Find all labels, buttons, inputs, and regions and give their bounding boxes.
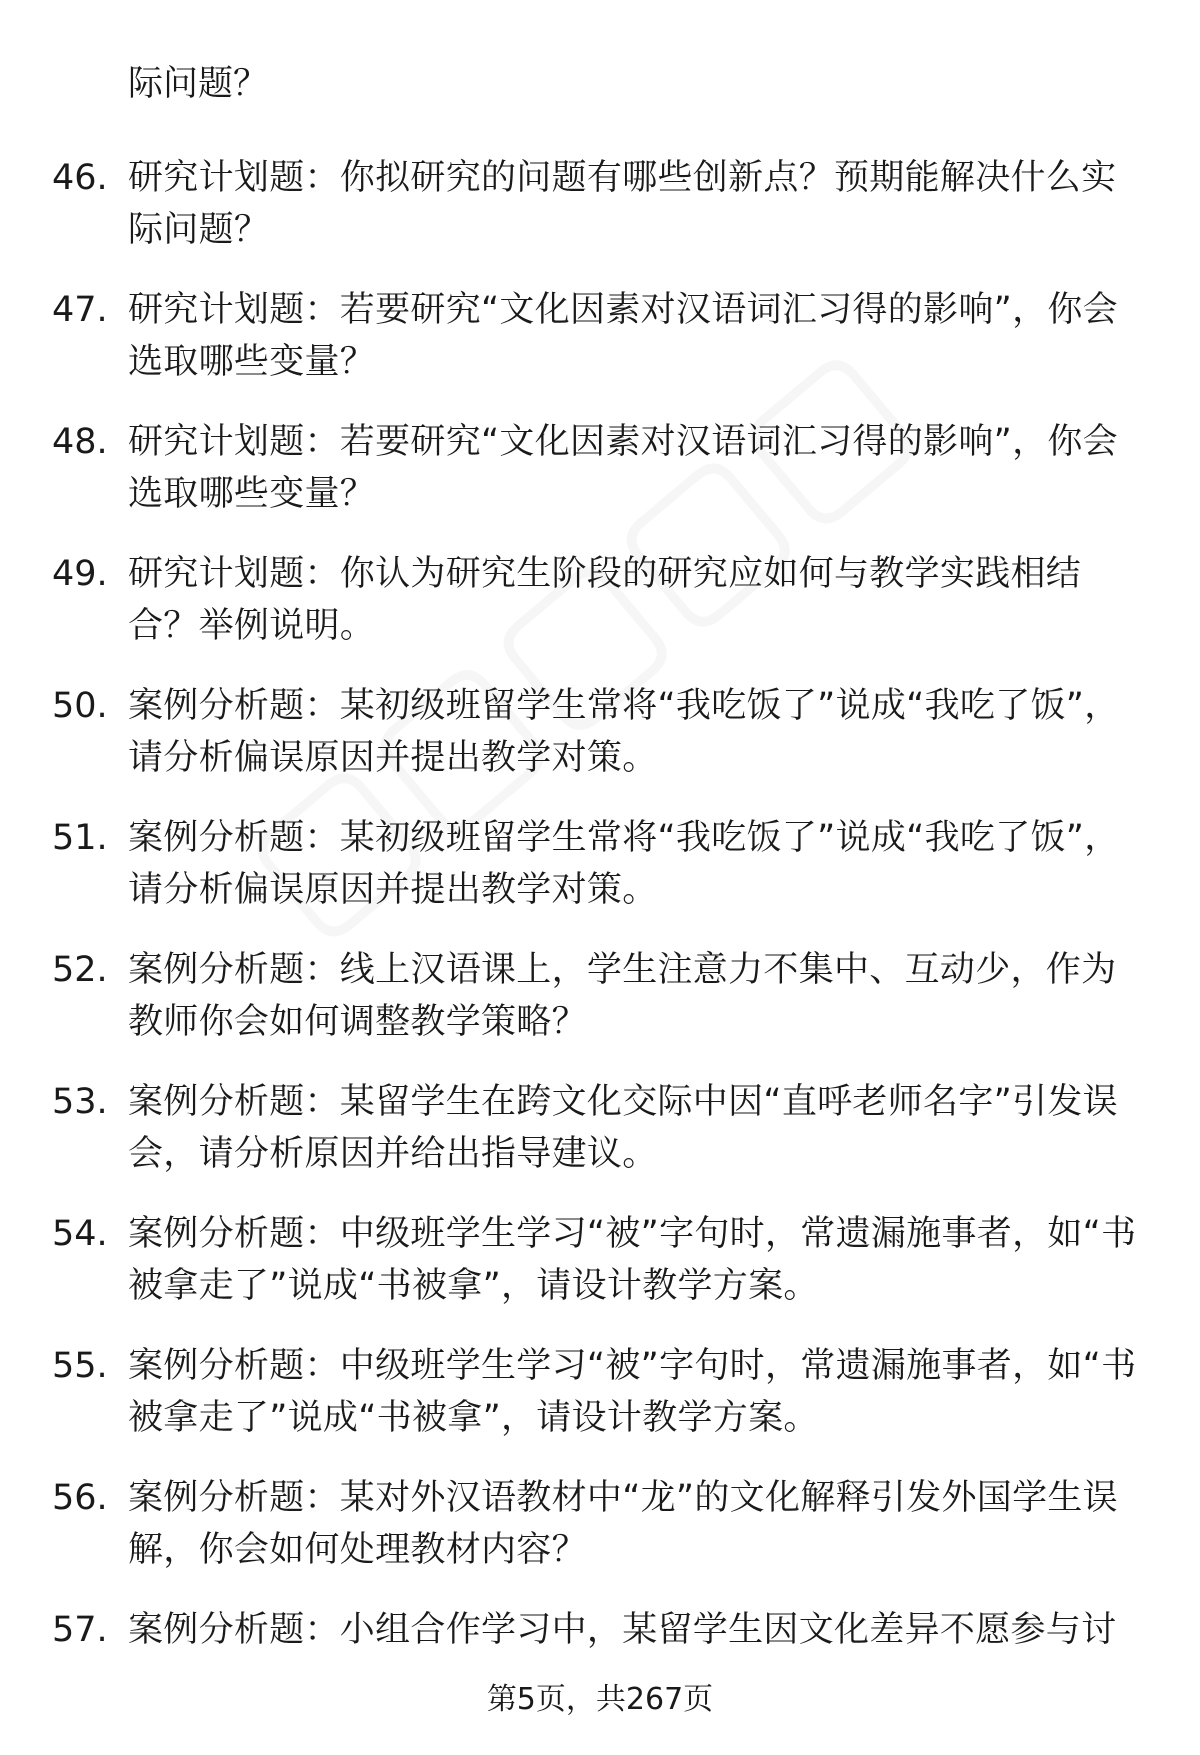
question-text: 案例分析题：小组合作学习中，某留学生因文化差异不愿参与讨 [128,1610,1117,1650]
question-item [0,812,1200,944]
question-number: 47. [52,290,108,330]
question-number: 50. [52,686,108,726]
question-item [0,1076,1200,1208]
page-number-footer: 第5页，共267页 [486,1682,714,1717]
question-text: 案例分析题：某对外汉语教材中“龙”的文化解释引发外国学生误解，你会如何处理教材内容？ [128,1478,1118,1570]
question-number: 56. [52,1478,108,1518]
question-text: 研究计划题：若要研究“文化因素对汉语词汇习得的影响”，你会选取哪些变量？ [128,290,1118,382]
question-item [0,944,1200,1076]
question-item [0,284,1200,416]
question-number: 46. [52,158,108,198]
question-text: 案例分析题：中级班学生学习“被”字句时，常遗漏施事者，如“书被拿走了”说成“书被拿”，请设计教学方案。 [128,1214,1137,1306]
question-text: 研究计划题：你认为研究生阶段的研究应如何与教学实践相结合？举例说明。 [128,554,1082,646]
continuation-text: 际问题？ [128,64,269,104]
question-item [0,152,1200,284]
question-text: 研究计划题：你拟研究的问题有哪些创新点？预期能解决什么实际问题？ [128,158,1117,250]
question-text: 研究计划题：若要研究“文化因素对汉语词汇习得的影响”，你会选取哪些变量？ [128,422,1118,514]
question-number: 53. [52,1082,108,1122]
question-text: 案例分析题：某留学生在跨文化交际中因“直呼老师名字”引发误会，请分析原因并给出指导建议。 [128,1082,1118,1174]
question-item [0,1340,1200,1472]
question-item [0,416,1200,548]
question-text: 案例分析题：某初级班留学生常将“我吃饭了”说成“我吃了饭”，请分析偏误原因并提出教学对策。 [128,686,1120,778]
question-item [0,548,1200,680]
question-number: 48. [52,422,108,462]
question-text: 案例分析题：线上汉语课上，学生注意力不集中、互动少，作为教师你会如何调整教学策略？ [128,950,1117,1042]
question-number: 52. [52,950,108,990]
question-item [0,680,1200,812]
question-number: 49. [52,554,108,594]
question-text: 案例分析题：中级班学生学习“被”字句时，常遗漏施事者，如“书被拿走了”说成“书被拿”，请设计教学方案。 [128,1346,1137,1438]
question-item [0,1472,1200,1604]
question-number: 51. [52,818,108,858]
question-number: 55. [52,1346,108,1386]
question-list [0,152,1200,1736]
question-number: 54. [52,1214,108,1254]
question-item [0,1208,1200,1340]
question-number: 57. [52,1610,108,1650]
question-text: 案例分析题：某初级班留学生常将“我吃饭了”说成“我吃了饭”，请分析偏误原因并提出教学对策。 [128,818,1120,910]
